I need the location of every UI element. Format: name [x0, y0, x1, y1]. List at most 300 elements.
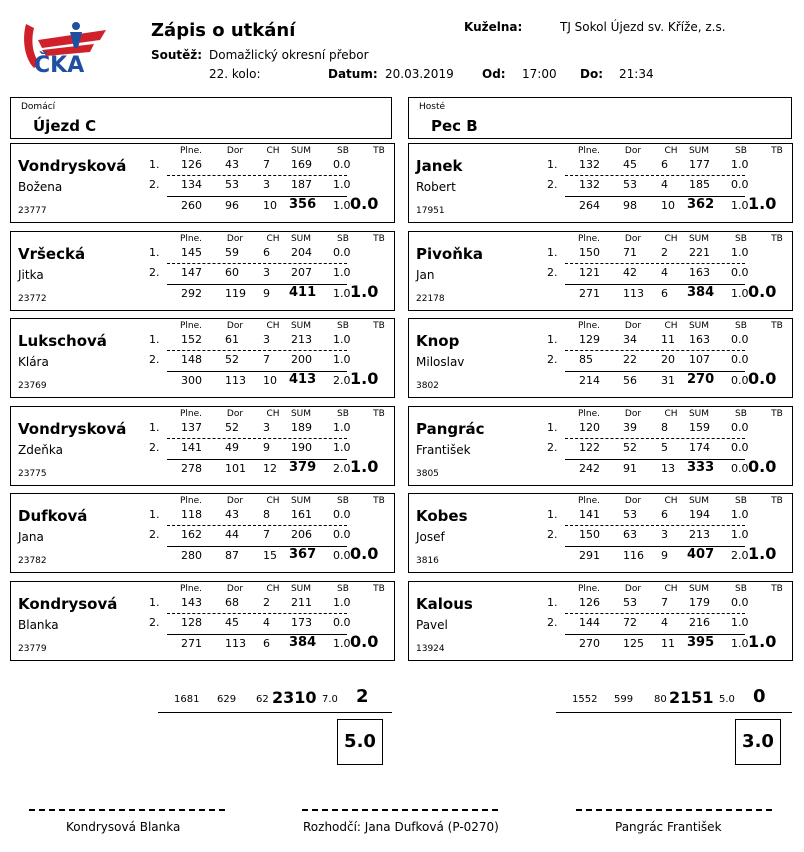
round-ch: 6 — [263, 245, 270, 259]
referee-signature-line — [302, 809, 498, 811]
column-header: TB — [771, 496, 783, 507]
total-sum: 356 — [289, 197, 317, 212]
referee-name: Rozhodčí: Jana Dufková (P-0270) — [303, 820, 499, 834]
round-plne: 126 — [579, 596, 600, 609]
column-header: TB — [771, 233, 783, 244]
column-header: Dor — [624, 408, 642, 419]
player-surname: Pangrác — [416, 419, 485, 438]
total-dor: 116 — [623, 549, 644, 563]
column-header: SB — [337, 584, 349, 594]
round-plne: 137 — [181, 420, 202, 434]
total-ch: 9 — [661, 549, 668, 563]
round-dor: 68 — [225, 596, 239, 609]
round-dor: 43 — [225, 508, 239, 522]
total-ch: 12 — [263, 461, 277, 475]
to-value: 21:34 — [619, 67, 654, 81]
player-registration: 23779 — [18, 644, 47, 654]
total-divider — [167, 371, 347, 372]
total-dor: 119 — [225, 286, 246, 300]
round-sb: 0.0 — [333, 616, 351, 629]
round-sb: 0.0 — [731, 353, 749, 367]
player-registration: 23769 — [18, 381, 47, 392]
round-sb: 1.0 — [333, 265, 351, 279]
player-firstname: Jitka — [18, 267, 44, 282]
round-ch: 3 — [661, 528, 668, 542]
total-sb: 1.0 — [333, 637, 351, 650]
home-player-box — [10, 406, 395, 486]
column-header: Plne. — [179, 496, 203, 507]
round-dor: 53 — [623, 178, 637, 191]
player-firstname: Blanka — [18, 618, 59, 632]
round-plne: 132 — [579, 178, 600, 191]
total-ch: 10 — [263, 374, 277, 388]
total-dor: 101 — [225, 461, 246, 475]
round-dor: 52 — [225, 420, 239, 434]
round-dor: 45 — [225, 616, 239, 629]
player-registration: 3805 — [416, 468, 439, 479]
round-dor: 59 — [225, 245, 239, 259]
total-ch: 10 — [661, 199, 675, 212]
round-plne: 152 — [181, 333, 202, 347]
round-dor: 53 — [225, 178, 239, 191]
round-sb: 1.0 — [333, 333, 351, 347]
player-firstname: Jan — [416, 267, 435, 282]
column-header: Dor — [226, 321, 244, 332]
round-dor: 60 — [225, 265, 239, 279]
round-sb: 0.0 — [333, 158, 351, 171]
round-sum: 163 — [689, 265, 710, 279]
round-number: 1. — [547, 596, 558, 609]
total-ch: 10 — [263, 199, 277, 212]
round-ch: 7 — [263, 353, 270, 367]
column-header: Plne. — [179, 321, 203, 332]
round-sb: 0.0 — [333, 245, 351, 259]
total-sb: 2.0 — [731, 549, 749, 563]
round-sb: 1.0 — [731, 158, 749, 171]
home-player-box — [10, 318, 395, 398]
home-total-sum: 2310 — [272, 688, 317, 707]
total-plne: 271 — [181, 637, 202, 650]
row-divider — [565, 525, 745, 526]
round-number: 2. — [149, 440, 160, 454]
column-header: SB — [735, 584, 747, 594]
round-ch: 6 — [661, 158, 668, 171]
total-sb: 0.0 — [333, 549, 351, 563]
page-title: Zápis o utkání — [151, 20, 296, 41]
round-dor: 71 — [623, 245, 637, 259]
round-dor: 39 — [623, 420, 637, 434]
row-divider — [167, 525, 347, 526]
away-total-ch: 80 — [654, 694, 667, 705]
round-sum: 179 — [689, 596, 710, 609]
away-team-box — [408, 97, 792, 139]
round-ch: 3 — [263, 178, 270, 191]
round-ch: 2 — [263, 596, 270, 609]
column-header: SB — [337, 408, 349, 419]
away-total-sb: 5.0 — [719, 694, 735, 705]
total-divider — [565, 634, 745, 635]
round-sb: 1.0 — [333, 440, 351, 454]
row-divider — [167, 350, 347, 351]
round-plne: 162 — [181, 528, 202, 542]
column-header: Plne. — [179, 233, 203, 244]
total-dor: 98 — [623, 199, 637, 212]
round-sum: 200 — [291, 353, 312, 367]
total-ch: 9 — [263, 286, 270, 300]
total-sum: 367 — [289, 547, 317, 563]
column-header: TB — [373, 584, 385, 594]
round-number: 1. — [547, 508, 558, 522]
total-sum: 384 — [289, 635, 317, 650]
total-plne: 292 — [181, 286, 202, 300]
total-sum: 270 — [687, 372, 715, 388]
round-plne: 118 — [181, 508, 202, 522]
player-surname: Kondrysová — [18, 595, 118, 613]
round-sb: 1.0 — [731, 528, 749, 542]
round-plne: 128 — [181, 616, 202, 629]
home-captain-name: Kondrysová Blanka — [66, 820, 181, 834]
round-sum: 213 — [291, 333, 312, 347]
round-ch: 6 — [661, 508, 668, 522]
column-header: Dor — [226, 408, 244, 419]
total-dor: 56 — [623, 374, 637, 388]
round-sum: 204 — [291, 245, 312, 259]
row-divider — [167, 263, 347, 264]
round-number: 2. — [547, 353, 558, 367]
column-header: CH — [664, 233, 678, 244]
column-header: Dor — [624, 584, 642, 594]
round-dor: 45 — [623, 158, 637, 171]
round-sum: 107 — [689, 353, 710, 367]
round-sum: 194 — [689, 508, 710, 522]
column-header: TB — [373, 321, 385, 332]
column-header: TB — [373, 408, 385, 419]
round-dor: 52 — [225, 353, 239, 367]
round-dor: 63 — [623, 528, 637, 542]
total-dor: 113 — [225, 374, 246, 388]
total-sum: 333 — [687, 459, 715, 475]
round-number: 2. — [149, 353, 160, 367]
round-sum: 189 — [291, 420, 312, 434]
away-player-box — [408, 581, 793, 661]
round-sb: 1.0 — [731, 508, 749, 522]
column-header: CH — [266, 584, 280, 594]
home-total-tb: 2 — [356, 686, 369, 707]
total-divider — [565, 371, 745, 372]
venue-label: Kuželna: — [464, 20, 523, 34]
total-sb: 0.0 — [731, 374, 749, 388]
column-header: Dor — [624, 321, 642, 332]
away-player-box — [408, 493, 793, 573]
total-divider — [167, 634, 347, 635]
total-divider — [167, 284, 347, 285]
round-number: 1. — [149, 508, 160, 522]
to-label: Do: — [580, 67, 604, 81]
from-label: Od: — [482, 67, 506, 81]
round-sum: 177 — [689, 158, 710, 171]
round-plne: 141 — [579, 508, 600, 522]
round-number: 1. — [149, 420, 160, 434]
round-sum: 216 — [689, 616, 710, 629]
away-player-box — [408, 143, 793, 223]
column-header: SUM — [290, 321, 312, 332]
round-ch: 4 — [263, 616, 270, 629]
round-dor: 61 — [225, 333, 239, 347]
total-divider — [167, 459, 347, 460]
column-header: CH — [266, 408, 280, 419]
round-ch: 4 — [661, 265, 668, 279]
column-header: TB — [771, 321, 783, 332]
player-surname: Dufková — [18, 507, 88, 526]
total-sum: 395 — [687, 635, 715, 650]
round-plne: 143 — [181, 596, 202, 609]
round-sb: 1.0 — [333, 178, 351, 191]
column-header: SUM — [290, 496, 312, 507]
home-total-sb: 7.0 — [322, 694, 338, 705]
round-ch: 8 — [661, 420, 668, 434]
player-tb: 1.0 — [748, 632, 777, 651]
column-header: Dor — [226, 584, 244, 594]
player-registration: 23772 — [18, 293, 47, 304]
cka-logo — [20, 18, 108, 76]
round-sum: 159 — [689, 420, 710, 434]
round-ch: 20 — [661, 353, 675, 367]
away-points: 3.0 — [735, 719, 781, 765]
column-header: SUM — [688, 146, 710, 156]
total-dor: 113 — [623, 286, 644, 300]
player-firstname: Robert — [416, 180, 456, 194]
column-header: SB — [337, 321, 349, 332]
round-number: 2. — [149, 528, 160, 542]
player-surname: Janek — [416, 157, 463, 175]
player-registration: 23775 — [18, 468, 47, 479]
round-number: 1. — [547, 420, 558, 434]
player-firstname: Božena — [18, 180, 63, 194]
total-sum: 407 — [687, 547, 715, 563]
logo-text: ČKA — [34, 53, 85, 76]
player-tb: 1.0 — [350, 369, 379, 389]
column-header: CH — [266, 321, 280, 332]
total-ch: 6 — [661, 286, 668, 300]
round-sb: 0.0 — [731, 178, 749, 191]
column-header: Dor — [624, 146, 642, 156]
total-ch: 13 — [661, 461, 675, 475]
round-ch: 3 — [263, 333, 270, 347]
round-label: 22. kolo: — [209, 67, 261, 81]
round-sb: 0.0 — [731, 420, 749, 434]
total-sb: 2.0 — [333, 374, 351, 388]
player-surname: Kobes — [416, 507, 468, 526]
player-tb: 0.0 — [748, 456, 777, 476]
row-divider — [565, 175, 745, 176]
player-surname: Vondrysková — [18, 419, 127, 438]
round-ch: 2 — [661, 245, 668, 259]
home-points: 5.0 — [337, 719, 383, 765]
round-sb: 1.0 — [333, 353, 351, 367]
home-total-ch: 62 — [256, 694, 269, 705]
round-number: 2. — [547, 528, 558, 542]
player-tb: 1.0 — [350, 281, 379, 301]
column-header: Plne. — [577, 233, 601, 244]
total-sum: 379 — [289, 459, 317, 475]
from-value: 17:00 — [522, 67, 557, 81]
round-ch: 7 — [263, 528, 270, 542]
round-sb: 0.0 — [333, 528, 351, 542]
away-total-dor: 599 — [614, 694, 634, 705]
round-plne: 126 — [181, 158, 202, 171]
total-sb: 2.0 — [333, 461, 351, 475]
round-sum: 185 — [689, 178, 710, 191]
home-signature-line — [29, 809, 225, 811]
column-header: Plne. — [577, 146, 601, 156]
column-header: SB — [337, 233, 349, 244]
total-sum: 362 — [687, 197, 715, 212]
round-plne: 145 — [181, 245, 202, 259]
total-plne: 278 — [181, 461, 202, 475]
round-number: 2. — [149, 178, 160, 191]
column-header: CH — [266, 233, 280, 244]
row-divider — [565, 350, 745, 351]
round-number: 1. — [547, 158, 558, 171]
round-sb: 1.0 — [333, 596, 351, 609]
round-ch: 3 — [263, 265, 270, 279]
player-surname: Lukschová — [18, 332, 107, 351]
player-firstname: Klára — [18, 355, 49, 370]
round-plne: 132 — [579, 158, 600, 171]
away-total-plne: 1552 — [572, 694, 598, 705]
player-surname: Knop — [416, 332, 460, 351]
total-plne: 300 — [181, 374, 202, 388]
total-plne: 242 — [579, 461, 600, 475]
column-header: SUM — [688, 233, 710, 244]
column-header: SB — [735, 496, 747, 507]
column-header: TB — [771, 408, 783, 419]
player-tb: 1.0 — [350, 456, 379, 476]
round-dor: 42 — [623, 265, 637, 279]
round-sb: 0.0 — [333, 508, 351, 522]
round-sb: 0.0 — [731, 596, 749, 609]
column-header: Plne. — [179, 584, 203, 594]
home-team-name: Újezd C — [33, 117, 97, 135]
total-sb: 1.0 — [333, 286, 351, 300]
round-plne: 129 — [579, 333, 600, 347]
total-dor: 113 — [225, 637, 246, 650]
total-plne: 270 — [579, 637, 600, 650]
player-registration: 17951 — [416, 206, 445, 216]
player-firstname: Zdeňka — [18, 442, 63, 457]
round-number: 2. — [547, 440, 558, 454]
player-firstname: František — [416, 442, 471, 457]
round-plne: 150 — [579, 528, 600, 542]
round-sb: 0.0 — [731, 333, 749, 347]
player-surname: Vondrysková — [18, 157, 127, 175]
total-divider — [565, 196, 745, 197]
column-header: SB — [735, 233, 747, 244]
player-surname: Vršecká — [18, 244, 86, 263]
round-ch: 7 — [263, 158, 270, 171]
total-dor: 125 — [623, 637, 644, 650]
row-divider — [565, 263, 745, 264]
home-team-box — [10, 97, 392, 139]
round-number: 2. — [547, 616, 558, 629]
round-plne: 147 — [181, 265, 202, 279]
column-header: TB — [373, 496, 385, 507]
home-player-box — [10, 231, 395, 311]
column-header: Plne. — [577, 408, 601, 419]
round-ch: 4 — [661, 616, 668, 629]
column-header: SUM — [688, 408, 710, 419]
home-total-plne: 1681 — [174, 694, 200, 705]
round-sb: 0.0 — [731, 265, 749, 279]
total-plne: 280 — [181, 549, 202, 563]
column-header: SB — [337, 146, 349, 156]
column-header: SUM — [688, 584, 710, 594]
round-plne: 134 — [181, 178, 202, 191]
row-divider — [167, 438, 347, 439]
round-sum: 169 — [291, 158, 312, 171]
round-number: 1. — [547, 245, 558, 259]
round-dor: 43 — [225, 158, 239, 171]
away-signature-line — [576, 809, 772, 811]
competition-label: Soutěž: — [151, 48, 203, 62]
player-registration: 23782 — [18, 556, 47, 567]
competition-value: Domažlický okresní přebor — [209, 48, 369, 62]
round-number: 2. — [547, 178, 558, 191]
round-ch: 7 — [661, 596, 668, 609]
column-header: TB — [373, 233, 385, 244]
total-ch: 15 — [263, 549, 277, 563]
column-header: CH — [664, 584, 678, 594]
venue-value: TJ Sokol Újezd sv. Kříže, z.s. — [560, 20, 726, 34]
away-captain-name: Pangrác František — [615, 820, 722, 834]
total-sum: 413 — [289, 372, 317, 388]
away-player-box — [408, 318, 793, 398]
date-label: Datum: — [328, 67, 378, 81]
column-header: Dor — [226, 233, 244, 244]
away-team-name: Pec B — [431, 117, 478, 135]
round-dor: 52 — [623, 440, 637, 454]
row-divider — [167, 613, 347, 614]
row-divider — [565, 613, 745, 614]
column-header: Plne. — [179, 146, 203, 156]
round-number: 1. — [149, 245, 160, 259]
home-player-box — [10, 493, 395, 573]
round-number: 2. — [547, 265, 558, 279]
player-registration: 13924 — [416, 644, 445, 654]
round-sb: 1.0 — [731, 616, 749, 629]
column-header: Dor — [624, 233, 642, 244]
round-number: 2. — [149, 265, 160, 279]
column-header: SUM — [290, 233, 312, 244]
total-dor: 91 — [623, 461, 637, 475]
round-ch: 5 — [661, 440, 668, 454]
round-sum: 173 — [291, 616, 312, 629]
round-ch: 4 — [661, 178, 668, 191]
player-firstname: Miloslav — [416, 355, 465, 370]
round-sb: 0.0 — [731, 440, 749, 454]
home-label: Domácí — [21, 102, 56, 112]
total-sb: 1.0 — [731, 286, 749, 300]
total-divider — [565, 546, 745, 547]
column-header: TB — [771, 146, 783, 156]
player-registration: 3816 — [416, 556, 439, 567]
player-tb: 1.0 — [748, 194, 777, 213]
column-header: CH — [266, 146, 280, 156]
round-number: 1. — [149, 158, 160, 171]
round-sum: 221 — [689, 245, 710, 259]
total-plne: 264 — [579, 199, 600, 212]
column-header: CH — [664, 146, 678, 156]
